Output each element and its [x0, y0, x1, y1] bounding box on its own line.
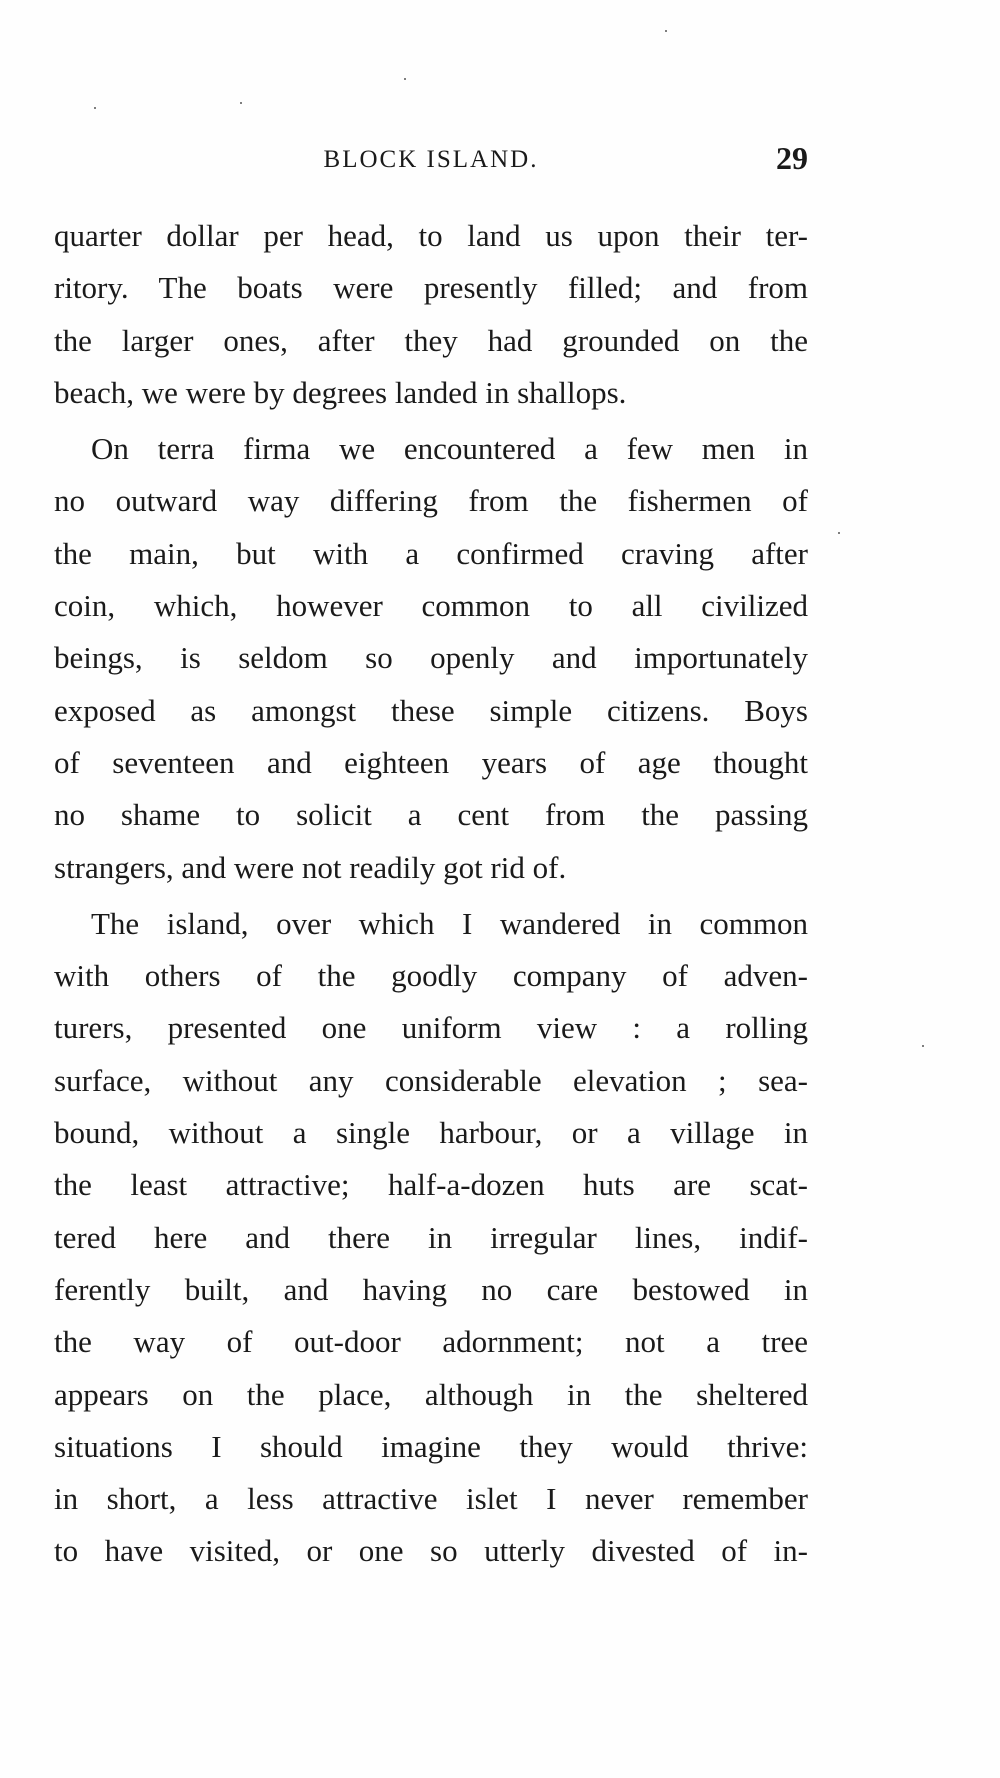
paragraph-3	[54, 898, 808, 1578]
text-line: appears on the place, although in the sheltered	[54, 1376, 808, 1412]
paragraph-1	[54, 210, 808, 419]
text-line: bound, without a single harbour, or a village in	[54, 1115, 808, 1151]
running-title: BLOCK ISLAND.	[323, 146, 539, 173]
text-line: to have visited, or one so utterly divested of in-	[54, 1533, 808, 1569]
paper-speck	[838, 532, 840, 534]
text-line: ferently built, and having no care bestowed in	[54, 1271, 808, 1307]
text-line: coin, which, however common to all civilized	[54, 588, 808, 624]
text-line: no shame to solicit a cent from the passing	[54, 797, 808, 833]
running-head	[54, 140, 808, 186]
text-line: The island, over which I wandered in common	[91, 905, 808, 941]
text-line: surface, without any considerable elevation ; sea-	[54, 1062, 808, 1098]
paper-speck	[665, 30, 667, 32]
paper-speck	[94, 107, 96, 109]
paper-speck	[404, 78, 406, 80]
text-line: no outward way differing from the fishermen of	[54, 483, 808, 519]
paper-speck	[240, 102, 242, 104]
text-line: the way of out-door adornment; not a tree	[54, 1324, 808, 1360]
text-line: the main, but with a confirmed craving after	[54, 535, 808, 571]
text-line: tered here and there in irregular lines, indif-	[54, 1219, 808, 1255]
text-line: ritory. The boats were presently filled; and from	[54, 270, 808, 306]
paper-speck	[922, 1045, 924, 1047]
text-line: situations I should imagine they would thrive:	[54, 1428, 808, 1464]
text-line: the larger ones, after they had grounded on the	[54, 322, 808, 358]
text-line: strangers, and were not readily got rid of.	[54, 849, 567, 885]
text-line: of seventeen and eighteen years of age thought	[54, 744, 808, 780]
text-line: On terra firma we encountered a few men in	[91, 431, 808, 467]
page-number: 29	[776, 140, 808, 176]
text-line: in short, a less attractive islet I never remember	[54, 1481, 808, 1517]
text-line: quarter dollar per head, to land us upon their ter-	[54, 218, 808, 253]
text-line: with others of the goodly company of adven-	[54, 958, 808, 994]
paragraph-2	[54, 423, 808, 894]
text-line: beach, we were by degrees landed in shallops.	[54, 374, 627, 410]
text-line: turers, presented one uniform view : a rolling	[54, 1010, 808, 1046]
text-line: exposed as amongst these simple citizens. Boys	[54, 692, 808, 728]
body-text	[54, 210, 808, 1582]
text-line: beings, is seldom so openly and importunately	[54, 640, 808, 676]
text-line: the least attractive; half-a-dozen huts are scat-	[54, 1167, 808, 1203]
